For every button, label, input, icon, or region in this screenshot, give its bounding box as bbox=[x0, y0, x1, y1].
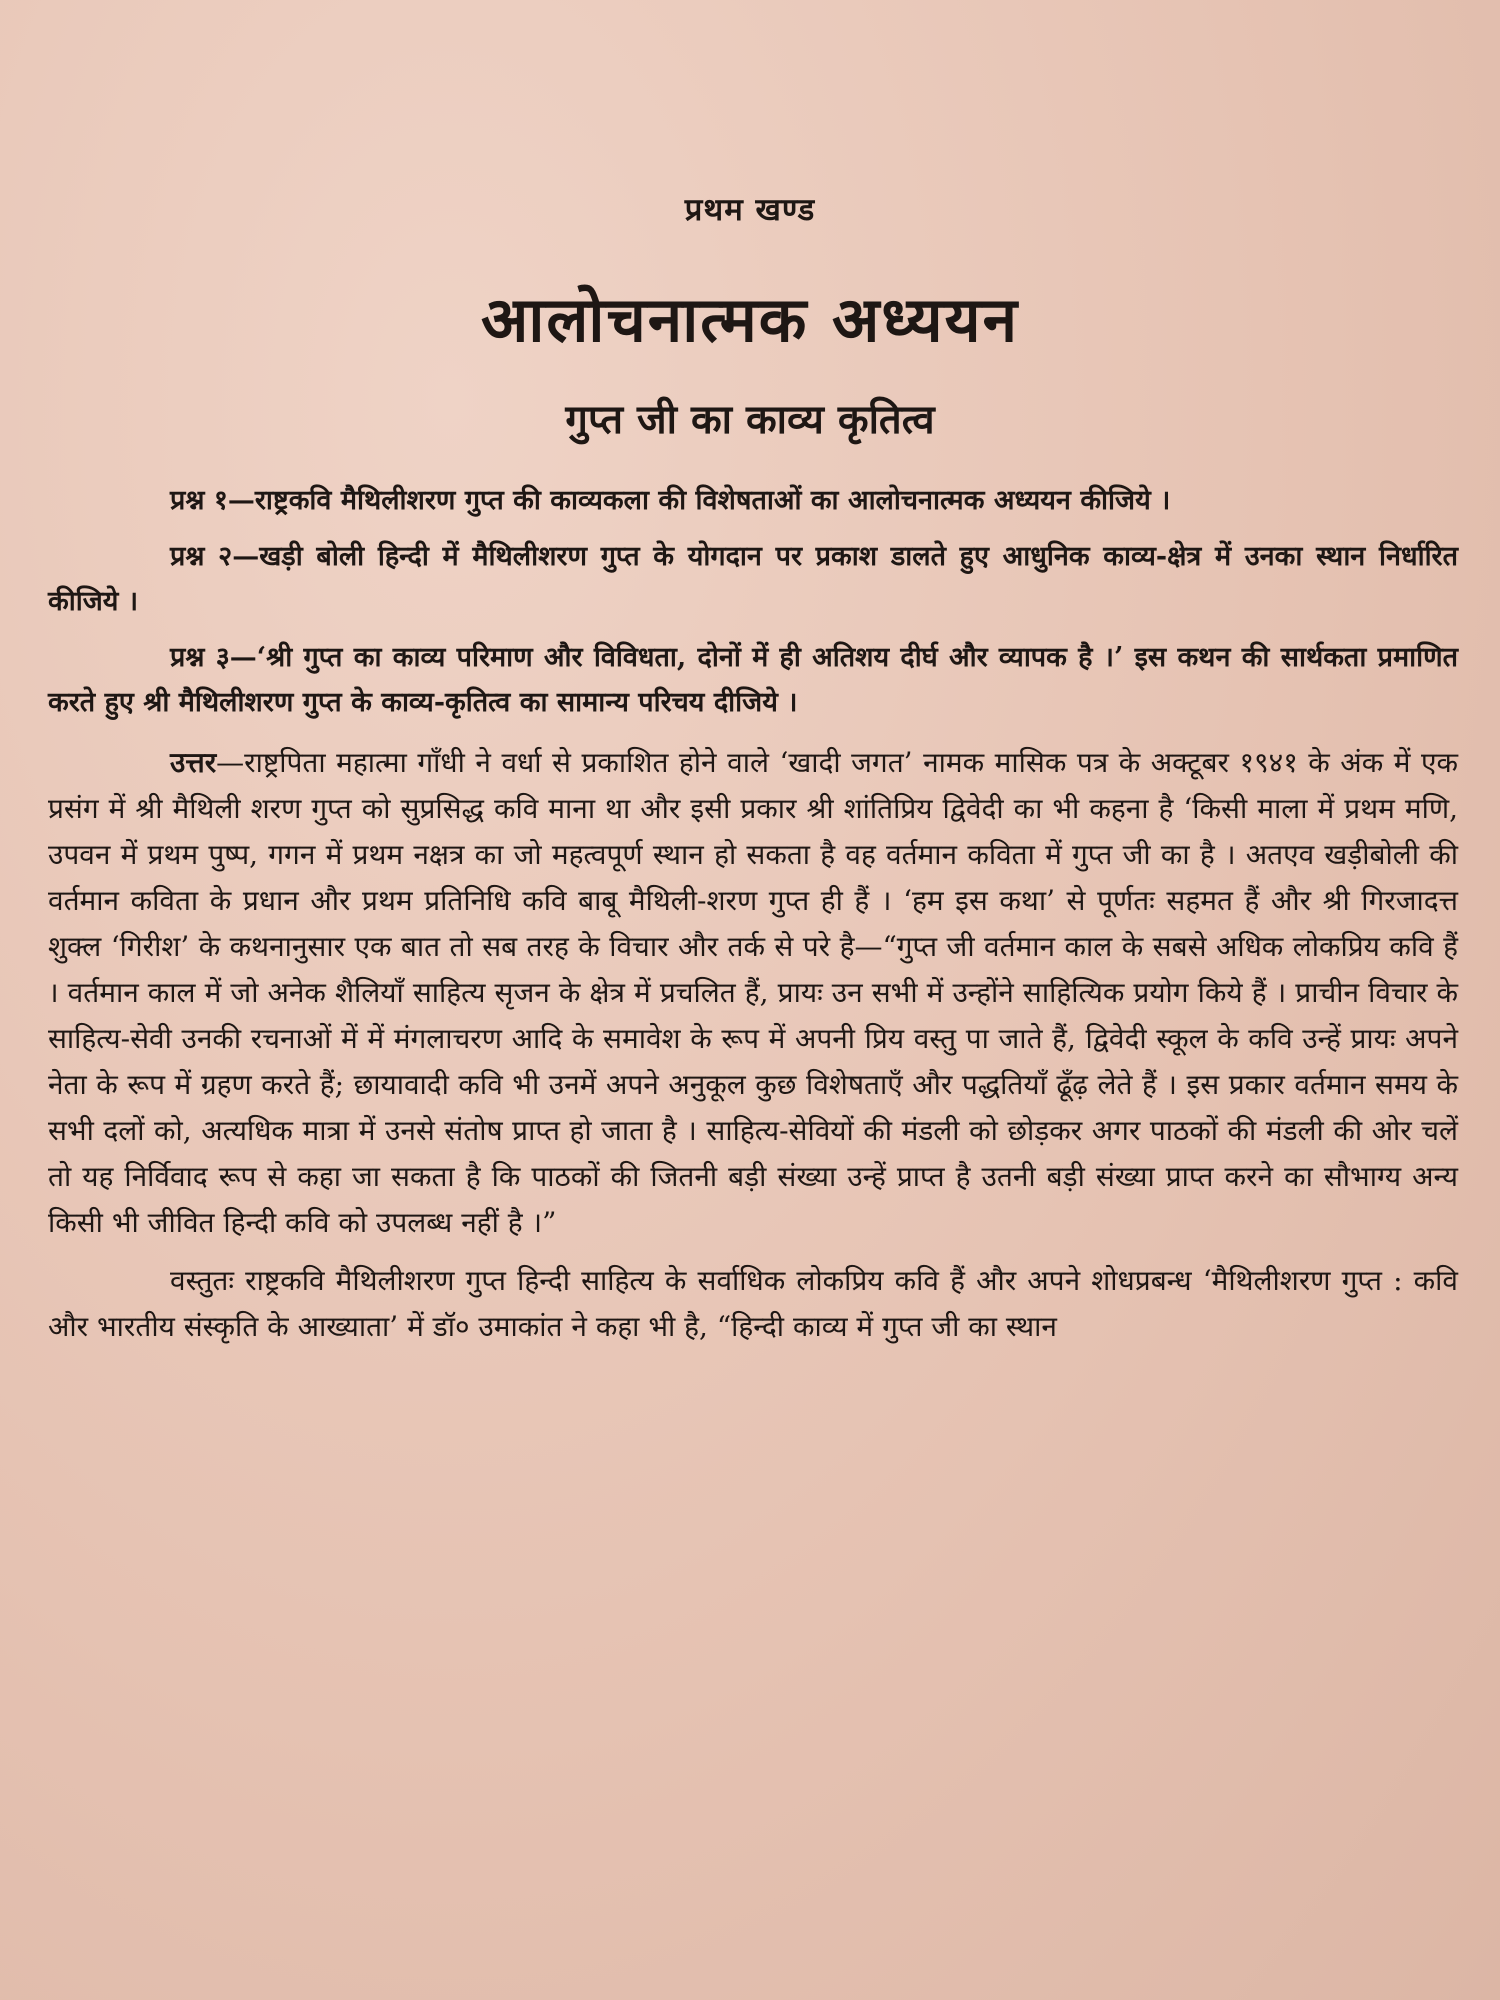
paragraph-2-text: वस्तुतः राष्ट्रकवि मैथिलीशरण गुप्त हिन्दी साहित्य के सर्वाधिक लोकप्रिय कवि हैं और अपने शोधप्रबन्ध ‘मैथिलीशरण गुप्त : कवि और भारतीय संस्कृति के आख्याता’ में डॉ० उमाकांत ने कहा भी है, “हिन्दी काव्य में गुप्त जी का स्थान bbox=[48, 1263, 1458, 1343]
answer-text: —राष्ट्रपिता महात्मा गाँधी ने वर्धा से प्रकाशित होने वाले ‘खादी जगत’ नामक मासिक पत्र के अक्टूबर १९४१ के अंक में एक प्रसंग में श्री मैथिली शरण गुप्त को सुप्रसिद्ध कवि माना था और इसी प्रकार श्री शांतिप्रिय द्विवेदी का भी कहना है ‘किसी माला में प्रथम मणि, उपवन में प्रथम पुष्प, गगन में प्रथम नक्षत्र का जो महत्वपूर्ण स्थान हो सकता है वह वर्तमान कविता में गुप्त जी का है । अतएव खड़ीबोली की वर्तमान कविता के प्रधान और प्रथम प्रतिनिधि कवि बाबू मैथिली-शरण गुप्त ही हैं । ‘हम इस कथा’ से पूर्णतः सहमत हैं और श्री गिरजादत्त शुक्ल ‘गिरीश’ के कथनानुसार एक बात तो सब तरह के विचार और तर्क से परे है—“गुप्त जी वर्तमान काल के सबसे अधिक लोकप्रिय कवि हैं । वर्तमान काल में जो अनेक शैलियाँ साहित्य सृजन के क्षेत्र में प्रचलित हैं, प्रायः उन सभी में उन्होंने साहित्यिक प्रयोग किये हैं । प्राचीन विचार के साहित्य-सेवी उनकी रचनाओं में में मंगलाचरण आदि के समावेश के रूप में अपनी प्रिय वस्तु पा जाते हैं, द्विवेदी स्कूल के कवि उन्हें प्रायः अपने नेता के रूप में ग्रहण करते हैं; छायावादी कवि भी उनमें अपने अनुकूल कुछ विशेषताएँ और पद्धतियाँ ढूँढ़ लेते हैं । इस प्रकार वर्तमान समय के सभी दलों को, अत्यधिक मात्रा में उनसे संतोष प्राप्त हो जाता है । साहित्य-सेवियों की मंडली को छोड़कर अगर पाठकों की मंडली की ओर चलें तो यह निर्विवाद रूप से कहा जा सकता है कि पाठकों की जितनी बड़ी संख्या उन्हें प्राप्त है उतनी बड़ी संख्या प्राप्त करने का सौभाग्य अन्य किसी भी जीवित हिन्दी कवि को उपलब्ध नहीं है ।” bbox=[48, 745, 1458, 1239]
section-label: प्रथम खण्ड bbox=[684, 192, 816, 228]
question-1 bbox=[48, 478, 1458, 524]
paragraph-2 bbox=[48, 1258, 1458, 1350]
question-3 bbox=[48, 635, 1458, 726]
answer-label: उत्तर bbox=[170, 745, 217, 779]
question-2-text: प्रश्न २—खड़ी बोली हिन्दी में मैथिलीशरण गुप्त के योगदान पर प्रकाश डालते हुए आधुनिक काव्य-क्षेत्र में उनका स्थान निर्धारित कीजिये । bbox=[48, 540, 1458, 617]
question-3-text: प्रश्न ३—‘श्री गुप्त का काव्य परिमाण और विविधता, दोनों में ही अतिशय दीर्घ और व्यापक है ।’ इस कथन की सार्थकता प्रमाणित करते हुए श्री मैथिलीशरण गुप्त के काव्य-कृतित्व का सामान्य परिचय दीजिये । bbox=[48, 641, 1458, 718]
page-body bbox=[48, 478, 1458, 1350]
question-2 bbox=[48, 534, 1458, 625]
chapter-subtitle: गुप्त जी का काव्य कृतित्व bbox=[565, 396, 935, 443]
question-1-text: प्रश्न १—राष्ट्रकवि मैथिलीशरण गुप्त की काव्यकला की विशेषताओं का आलोचनात्मक अध्ययन कीजिये । bbox=[170, 485, 1171, 516]
answer-paragraph bbox=[48, 740, 1458, 1246]
chapter-title: आलोचनात्मक अध्ययन bbox=[480, 283, 1019, 356]
